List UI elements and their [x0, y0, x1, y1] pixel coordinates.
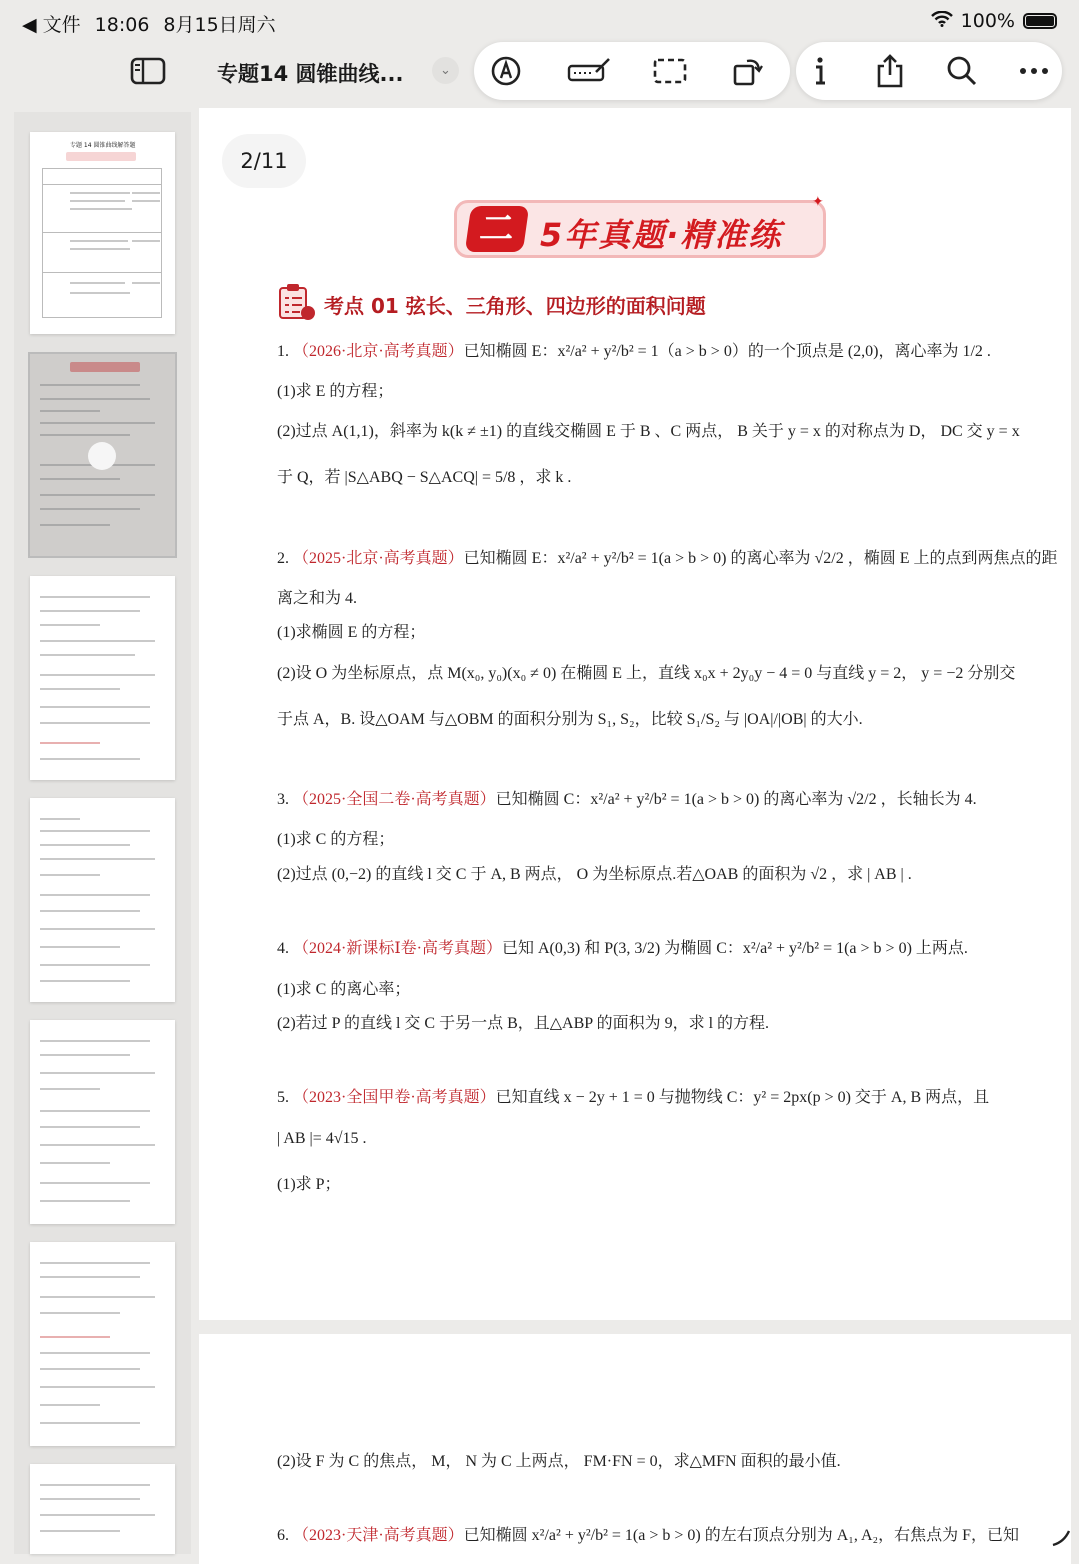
- problem-2-line-cont: 离之和为 4.: [277, 590, 358, 607]
- page-thumbnail-2-selected[interactable]: [30, 354, 175, 556]
- wifi-icon: [931, 10, 953, 32]
- more-icon[interactable]: [1014, 52, 1054, 90]
- pencil-cursor-icon: [1050, 1528, 1072, 1554]
- problem-3-part-2: (2)过点 (0,−2) 的直线 l 交 C 于 A, B 两点， O 为坐标原点.若△OAB 的面积为 √2 ，求 | AB | .: [277, 866, 912, 883]
- share-icon[interactable]: [870, 52, 910, 90]
- page-thumbnail-7[interactable]: [30, 1464, 175, 1554]
- search-icon[interactable]: [942, 52, 982, 90]
- status-date: 8月15日周六: [163, 14, 276, 36]
- problem-5-line: 5. （2023·全国甲卷·高考真题）已知直线 x − 2y + 1 = 0 与抛物线 C：y² = 2px(p > 0) 交于 A, B 两点，且: [277, 1089, 990, 1106]
- chevron-down-icon[interactable]: ⌄: [432, 57, 459, 84]
- problem-5-part-2: (2)设 F 为 C 的焦点， M， N 为 C 上两点， FM·FN = 0，求△MFN 面积的最小值.: [277, 1453, 841, 1470]
- problem-6-line: 6. （2023·天津·高考真题）已知椭圆 x²/a² + y²/b² = 1(a > b > 0) 的左右顶点分别为 A₁, A₂，右焦点为 F，已知: [277, 1527, 1019, 1544]
- problem-5-part-1: (1)求 P；: [277, 1176, 341, 1193]
- problem-1-part-2-cont: 于 Q，若 |S△ABQ − S△ACQ| = 5/8 ，求 k .: [277, 469, 572, 486]
- sparkle-icon: ✦: [812, 194, 824, 210]
- problem-1-part-1: (1)求 E 的方程；: [277, 383, 394, 400]
- problem-1-line: 1. （2026·北京·高考真题）已知椭圆 E：x²/a² + y²/b² = 1（a > b > 0）的一个顶点是 (2,0)，离心率为 1/2 .: [277, 343, 991, 360]
- annotate-icon[interactable]: [564, 52, 614, 90]
- markup-icon[interactable]: [486, 52, 526, 90]
- problem-4-part-1: (1)求 C 的离心率；: [277, 981, 411, 998]
- problem-3-line: 3. （2025·全国二卷·高考真题）已知椭圆 C：x²/a² + y²/b² = 1(a > b > 0) 的离心率为 √2/2 ，长轴长为 4.: [277, 791, 977, 808]
- select-area-icon[interactable]: [650, 52, 690, 90]
- page-thumbnail-3[interactable]: [30, 576, 175, 780]
- page-thumbnail-1[interactable]: [30, 132, 175, 334]
- problem-4-line: 4. （2024·新课标Ⅰ卷·高考真题）已知 A(0,3) 和 P(3, 3/2) 为椭圆 C：x²/a² + y²/b² = 1(a > b > 0) 上两点.: [277, 940, 968, 957]
- problem-4-part-2: (2)若过 P 的直线 l 交 C 于另一点 B，且△ABP 的面积为 9，求 l 的方程.: [277, 1015, 770, 1032]
- problem-1-part-2: (2)过点 A(1,1)，斜率为 k(k ≠ ±1) 的直线交椭圆 E 于 B 、C 两点， B 关于 y = x 的对称点为 D， DC 交 y = x: [277, 423, 1020, 440]
- back-to-files-link[interactable]: ◀ 文件: [22, 14, 81, 36]
- toolbar-markup-group: [474, 42, 790, 100]
- banner-text: 5年真题·精准练: [540, 216, 783, 254]
- page-thumbnail-4[interactable]: [30, 798, 175, 1002]
- banner-badge: 二: [465, 206, 529, 252]
- rotate-icon[interactable]: [728, 52, 768, 90]
- problem-2-part-2-cont: 于点 A，B. 设△OAM 与△OBM 的面积分别为 S₁, S₂，比较 S₁/S₂ 与 |OA|/|OB| 的大小.: [277, 711, 863, 728]
- info-icon[interactable]: [800, 52, 840, 90]
- problem-2-part-1: (1)求椭圆 E 的方程；: [277, 624, 426, 641]
- problem-2-line: 2. （2025·北京·高考真题）已知椭圆 E：x²/a² + y²/b² = 1(a > b > 0) 的离心率为 √2/2 ，椭圆 E 上的点到两焦点的距: [277, 550, 1058, 567]
- section-banner: [454, 192, 834, 264]
- battery-icon: [1023, 13, 1057, 29]
- problem-2-part-2: (2)设 O 为坐标原点，点 M(x₀, y₀)(x₀ ≠ 0) 在椭圆 E 上，直线 x₀x + 2y₀y − 4 = 0 与直线 y = 2， y = −2 分别交: [277, 665, 1016, 682]
- problem-5-line-cont: | AB |= 4√15 .: [277, 1130, 367, 1147]
- current-page-marker: [88, 442, 116, 470]
- problem-3-part-1: (1)求 C 的方程；: [277, 831, 395, 848]
- status-bar: [0, 0, 1079, 42]
- page-thumbnail-6[interactable]: [30, 1242, 175, 1446]
- thumbnail-title: 专题 14 圆锥曲线解答题: [70, 142, 136, 149]
- sidebar-toggle-button[interactable]: [128, 54, 170, 88]
- toolbar-actions-group: [796, 42, 1062, 100]
- document-title[interactable]: 专题14 圆锥曲线...: [217, 62, 404, 86]
- clipboard-icon: [276, 282, 316, 322]
- page-thumbnail-5[interactable]: [30, 1020, 175, 1224]
- battery-percent: 100%: [960, 10, 1015, 32]
- status-time: 18:06: [94, 14, 150, 36]
- section-title: 考点 01 弦长、三角形、四边形的面积问题: [324, 294, 706, 318]
- page-number-indicator: 2/11: [222, 134, 306, 188]
- page-thumbnail-sidebar: [14, 112, 191, 1554]
